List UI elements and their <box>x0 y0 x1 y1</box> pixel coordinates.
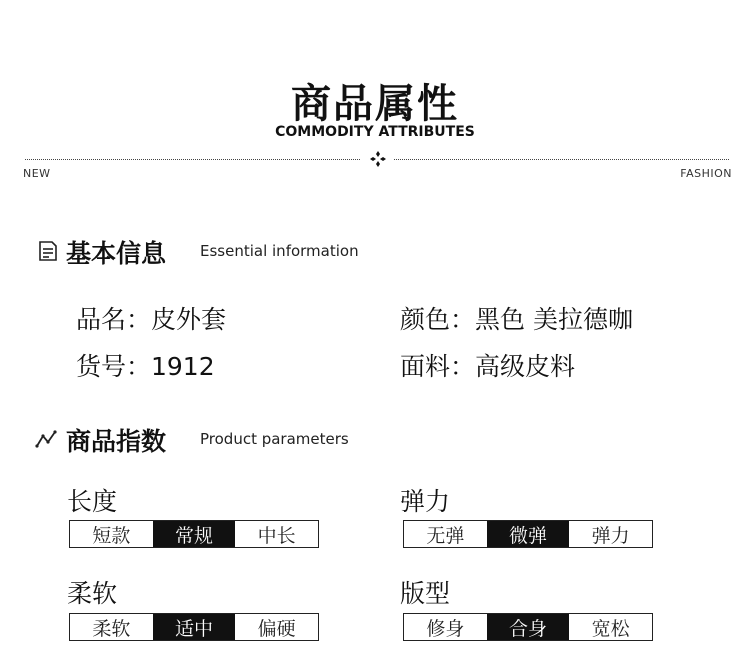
scale-option-fit-1: 合身 <box>487 614 570 640</box>
scale-fit <box>403 613 653 641</box>
divider-left <box>25 159 360 160</box>
param-label-softness: 柔软 <box>67 579 118 608</box>
scale-elasticity <box>403 520 653 548</box>
scale-option-length-0: 短款 <box>70 521 153 547</box>
scale-option-length-1: 常规 <box>153 521 236 547</box>
basic-info-title: 基本信息 <box>66 239 167 268</box>
scale-option-fit-0: 修身 <box>404 614 487 640</box>
param-label-elasticity: 弹力 <box>400 487 451 516</box>
divider-right <box>394 159 729 160</box>
scale-length <box>69 520 319 548</box>
field-product-name: 品名：皮外套 <box>76 305 227 334</box>
params-title: 商品指数 <box>66 427 167 456</box>
scale-option-length-2: 中长 <box>235 521 318 547</box>
corner-label-fashion: FASHION <box>680 167 732 180</box>
document-icon <box>37 240 59 262</box>
scale-option-softness-1: 适中 <box>153 614 236 640</box>
scale-option-elasticity-1: 微弹 <box>487 521 570 547</box>
page-title: 商品属性 <box>291 81 459 127</box>
scale-option-softness-2: 偏硬 <box>235 614 318 640</box>
line-chart-icon <box>35 428 57 450</box>
page-subtitle: COMMODITY ATTRIBUTES <box>275 124 475 140</box>
basic-info-subtitle: Essential information <box>200 242 359 260</box>
field-color: 颜色：黑色 美拉德咖 <box>400 305 633 334</box>
corner-label-new: NEW <box>23 167 51 180</box>
scale-softness <box>69 613 319 641</box>
scale-option-elasticity-2: 弹力 <box>569 521 652 547</box>
scale-option-softness-0: 柔软 <box>70 614 153 640</box>
field-fabric: 面料：高级皮料 <box>400 352 576 381</box>
scale-option-elasticity-0: 无弹 <box>404 521 487 547</box>
scale-option-fit-2: 宽松 <box>569 614 652 640</box>
param-label-fit: 版型 <box>400 579 451 608</box>
four-diamond-icon <box>368 149 388 169</box>
param-label-length: 长度 <box>67 487 118 516</box>
field-item-number: 货号：1912 <box>76 352 215 381</box>
params-subtitle: Product parameters <box>200 430 349 448</box>
